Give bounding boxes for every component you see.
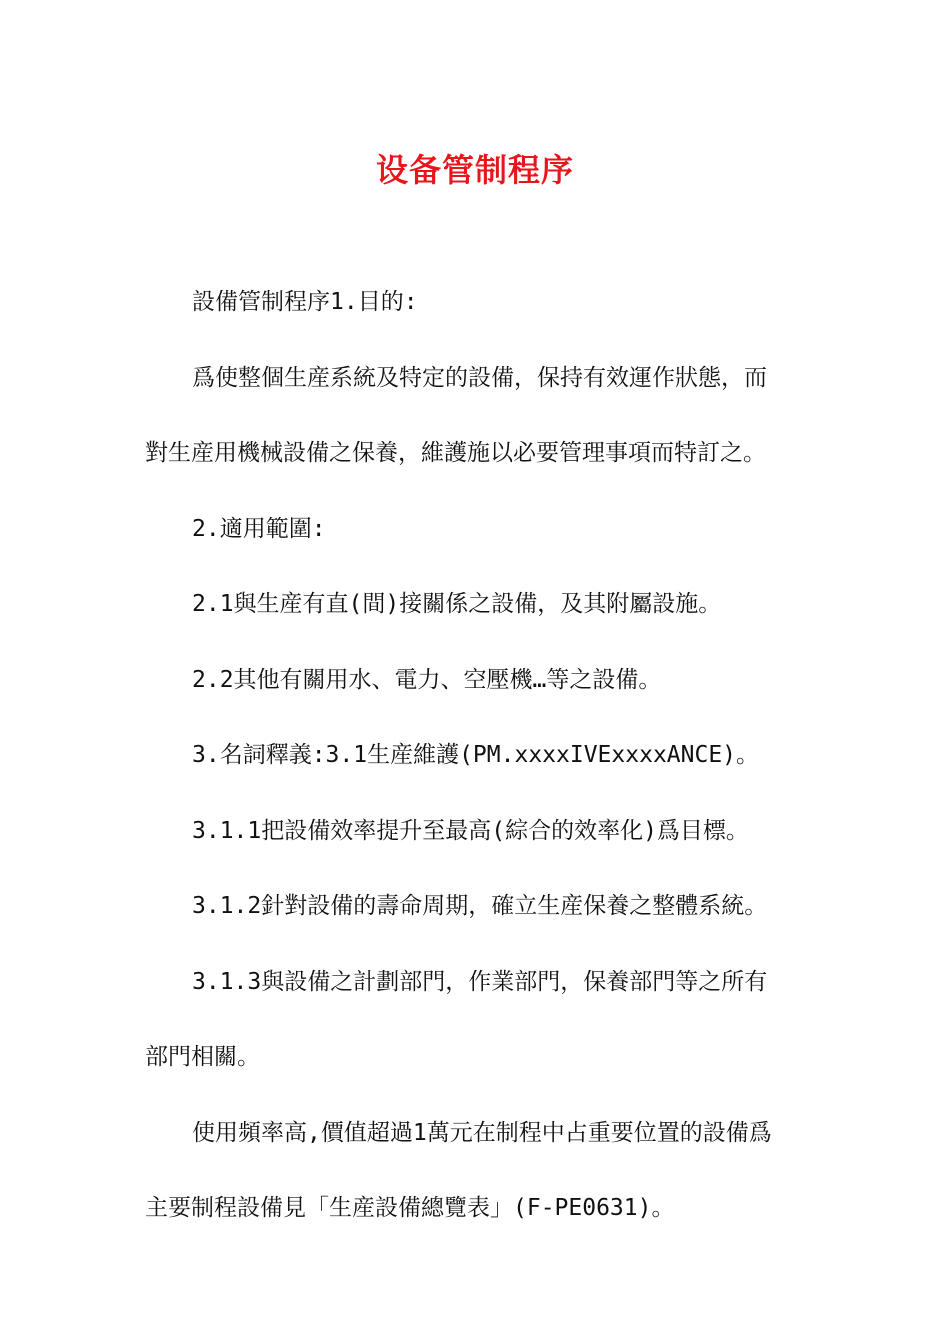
document-body [145,282,810,1264]
document-title: 设备管制程序 [375,151,574,189]
paragraph-line: 3.1.3與設備之計劃部門，作業部門，保養部門等之所有 [192,968,768,995]
paragraph-line: 設備管制程序1.目的: [192,289,418,315]
paragraph-line: 3.名詞釋義:3.1生産維護(PM.xxxxIVExxxxANCE)。 [192,742,760,768]
paragraph-line: 2.2其他有關用水、電力、空壓機…等之設備。 [192,666,662,693]
paragraph-line: 3.1.2針對設備的壽命周期，確立生産保養之整體系統。 [192,893,768,919]
paragraph-line: 對生産用機械設備之保養，維護施以必要管理事項而特訂之。 [145,440,766,466]
paragraph-line: 使用頻率高,價值超過1萬元在制程中占重要位置的設備爲 [192,1119,772,1146]
paragraph-line: 部門相關。 [145,1044,260,1070]
paragraph-line: 主要制程設備見「生産設備總覽表」(F-PE0631)。 [145,1195,675,1221]
paragraph-line: 2.1與生産有直(間)接關係之設備，及其附屬設施。 [192,591,722,617]
paragraph-line: 3.1.1把設備效率提升至最高(綜合的效率化)爲目標。 [192,817,749,844]
paragraph-line: 2.適用範圍: [192,515,326,542]
paragraph-line: 爲使整個生産系統及特定的設備，保持有效運作狀態，而 [192,364,767,391]
